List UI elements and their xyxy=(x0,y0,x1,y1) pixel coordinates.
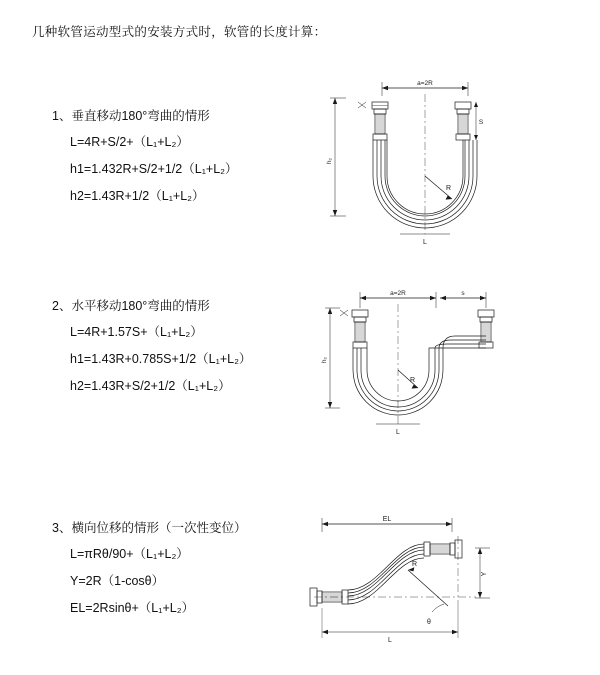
section-3-heading: 3、横向位移的情形（一次性变位） xyxy=(52,521,247,535)
svg-text:R: R xyxy=(410,377,416,384)
page-title: 几种软管运动型式的安装方式时，软管的长度计算： xyxy=(32,25,327,39)
svg-text:s: s xyxy=(461,290,465,297)
svg-text:L: L xyxy=(396,429,400,436)
section-3-figure xyxy=(300,508,520,648)
section-2-formula-1: L=4R+1.57S+（L₁+L₂） xyxy=(70,325,203,339)
section-3-text xyxy=(52,518,322,625)
section-2-text xyxy=(52,296,322,403)
svg-text:L: L xyxy=(423,239,427,246)
section-2-formula-3: h2=1.43R+S/2+1/2（L₁+L₂） xyxy=(70,379,231,393)
svg-text:a=2R: a=2R xyxy=(390,290,406,297)
section-1-formula-2: h1=1.432R+S/2+1/2（L₁+L₂） xyxy=(70,162,238,176)
svg-text:S: S xyxy=(478,119,484,126)
section-3-formula-3: EL=2Rsinθ+（L₁+L₂） xyxy=(70,601,195,615)
svg-text:h₂: h₂ xyxy=(326,157,333,165)
section-1-formula-1: L=4R+S/2+（L₁+L₂） xyxy=(70,135,189,149)
section-2-formula-2: h1=1.43R+0.785S+1/2（L₁+L₂） xyxy=(70,352,252,366)
section-3-formula-1: L=πRθ/90+（L₁+L₂） xyxy=(70,547,189,561)
svg-text:h₂: h₂ xyxy=(321,356,328,364)
section-1-heading: 1、垂直移动180°弯曲的情形 xyxy=(52,109,210,123)
svg-text:R: R xyxy=(412,561,418,568)
svg-text:Y: Y xyxy=(481,571,488,577)
section-2-heading: 2、水平移动180°弯曲的情形 xyxy=(52,299,210,313)
section-1-figure xyxy=(300,66,520,266)
section-1-formula-3: h2=1.43R+1/2（L₁+L₂） xyxy=(70,189,205,203)
svg-text:a=2R: a=2R xyxy=(417,80,433,87)
svg-text:L: L xyxy=(388,637,392,644)
svg-text:EL: EL xyxy=(382,516,392,523)
section-3-formula-2: Y=2R（1-cosθ） xyxy=(70,574,165,588)
section-2-figure xyxy=(300,276,520,456)
svg-text:θ: θ xyxy=(427,619,431,626)
svg-text:R: R xyxy=(446,185,452,192)
section-1-text xyxy=(52,106,322,213)
